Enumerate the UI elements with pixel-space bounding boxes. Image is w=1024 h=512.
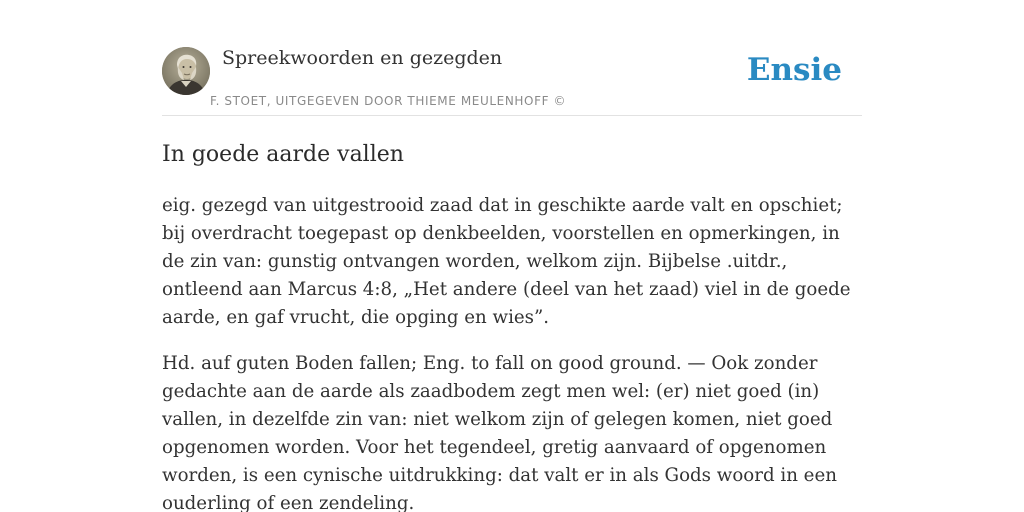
definition-paragraph: Hd. auf guten Boden fallen; Eng. to fall on good ground. — Ook zonder gedachte aan de aarde als zaadbodem zegt men wel: (er) niet goed (in) vallen, in dezelfde zin van: niet welkom zijn of gelegen komen, niet goed opgenomen worden. Voor het tegendeel, gretig aanvaard of opgenomen worden, is een cynische uitdrukking: dat valt er in als Gods woord in een ouderling of een zendeling. bbox=[162, 353, 837, 512]
brand-logo[interactable]: Ensie bbox=[746, 52, 842, 88]
source-credit: F. STOET, UITGEGEVEN DOOR THIEME MEULENHOFF © bbox=[210, 94, 567, 108]
author-portrait-icon[interactable] bbox=[162, 47, 210, 95]
entry-definition bbox=[162, 192, 864, 512]
definition-paragraph: eig. gezegd van uitgestrooid zaad dat in geschikte aarde valt en opschiet; bij overdracht toegepast op denkbeelden, voorstellen en opmerkingen, in de zin van: gunstig ontvangen worden, welkom zijn. Bijbelse .uitdr., ontleend aan Marcus 4:8, „Het andere (deel van het zaad) viel in de goede aarde, en gaf vrucht, die opging en wies”. bbox=[162, 195, 851, 328]
source-title[interactable]: Spreekwoorden en gezegden bbox=[222, 47, 503, 69]
portrait-illustration bbox=[162, 47, 210, 95]
entry-title: In goede aarde vallen bbox=[162, 142, 404, 167]
header-divider bbox=[162, 115, 862, 116]
